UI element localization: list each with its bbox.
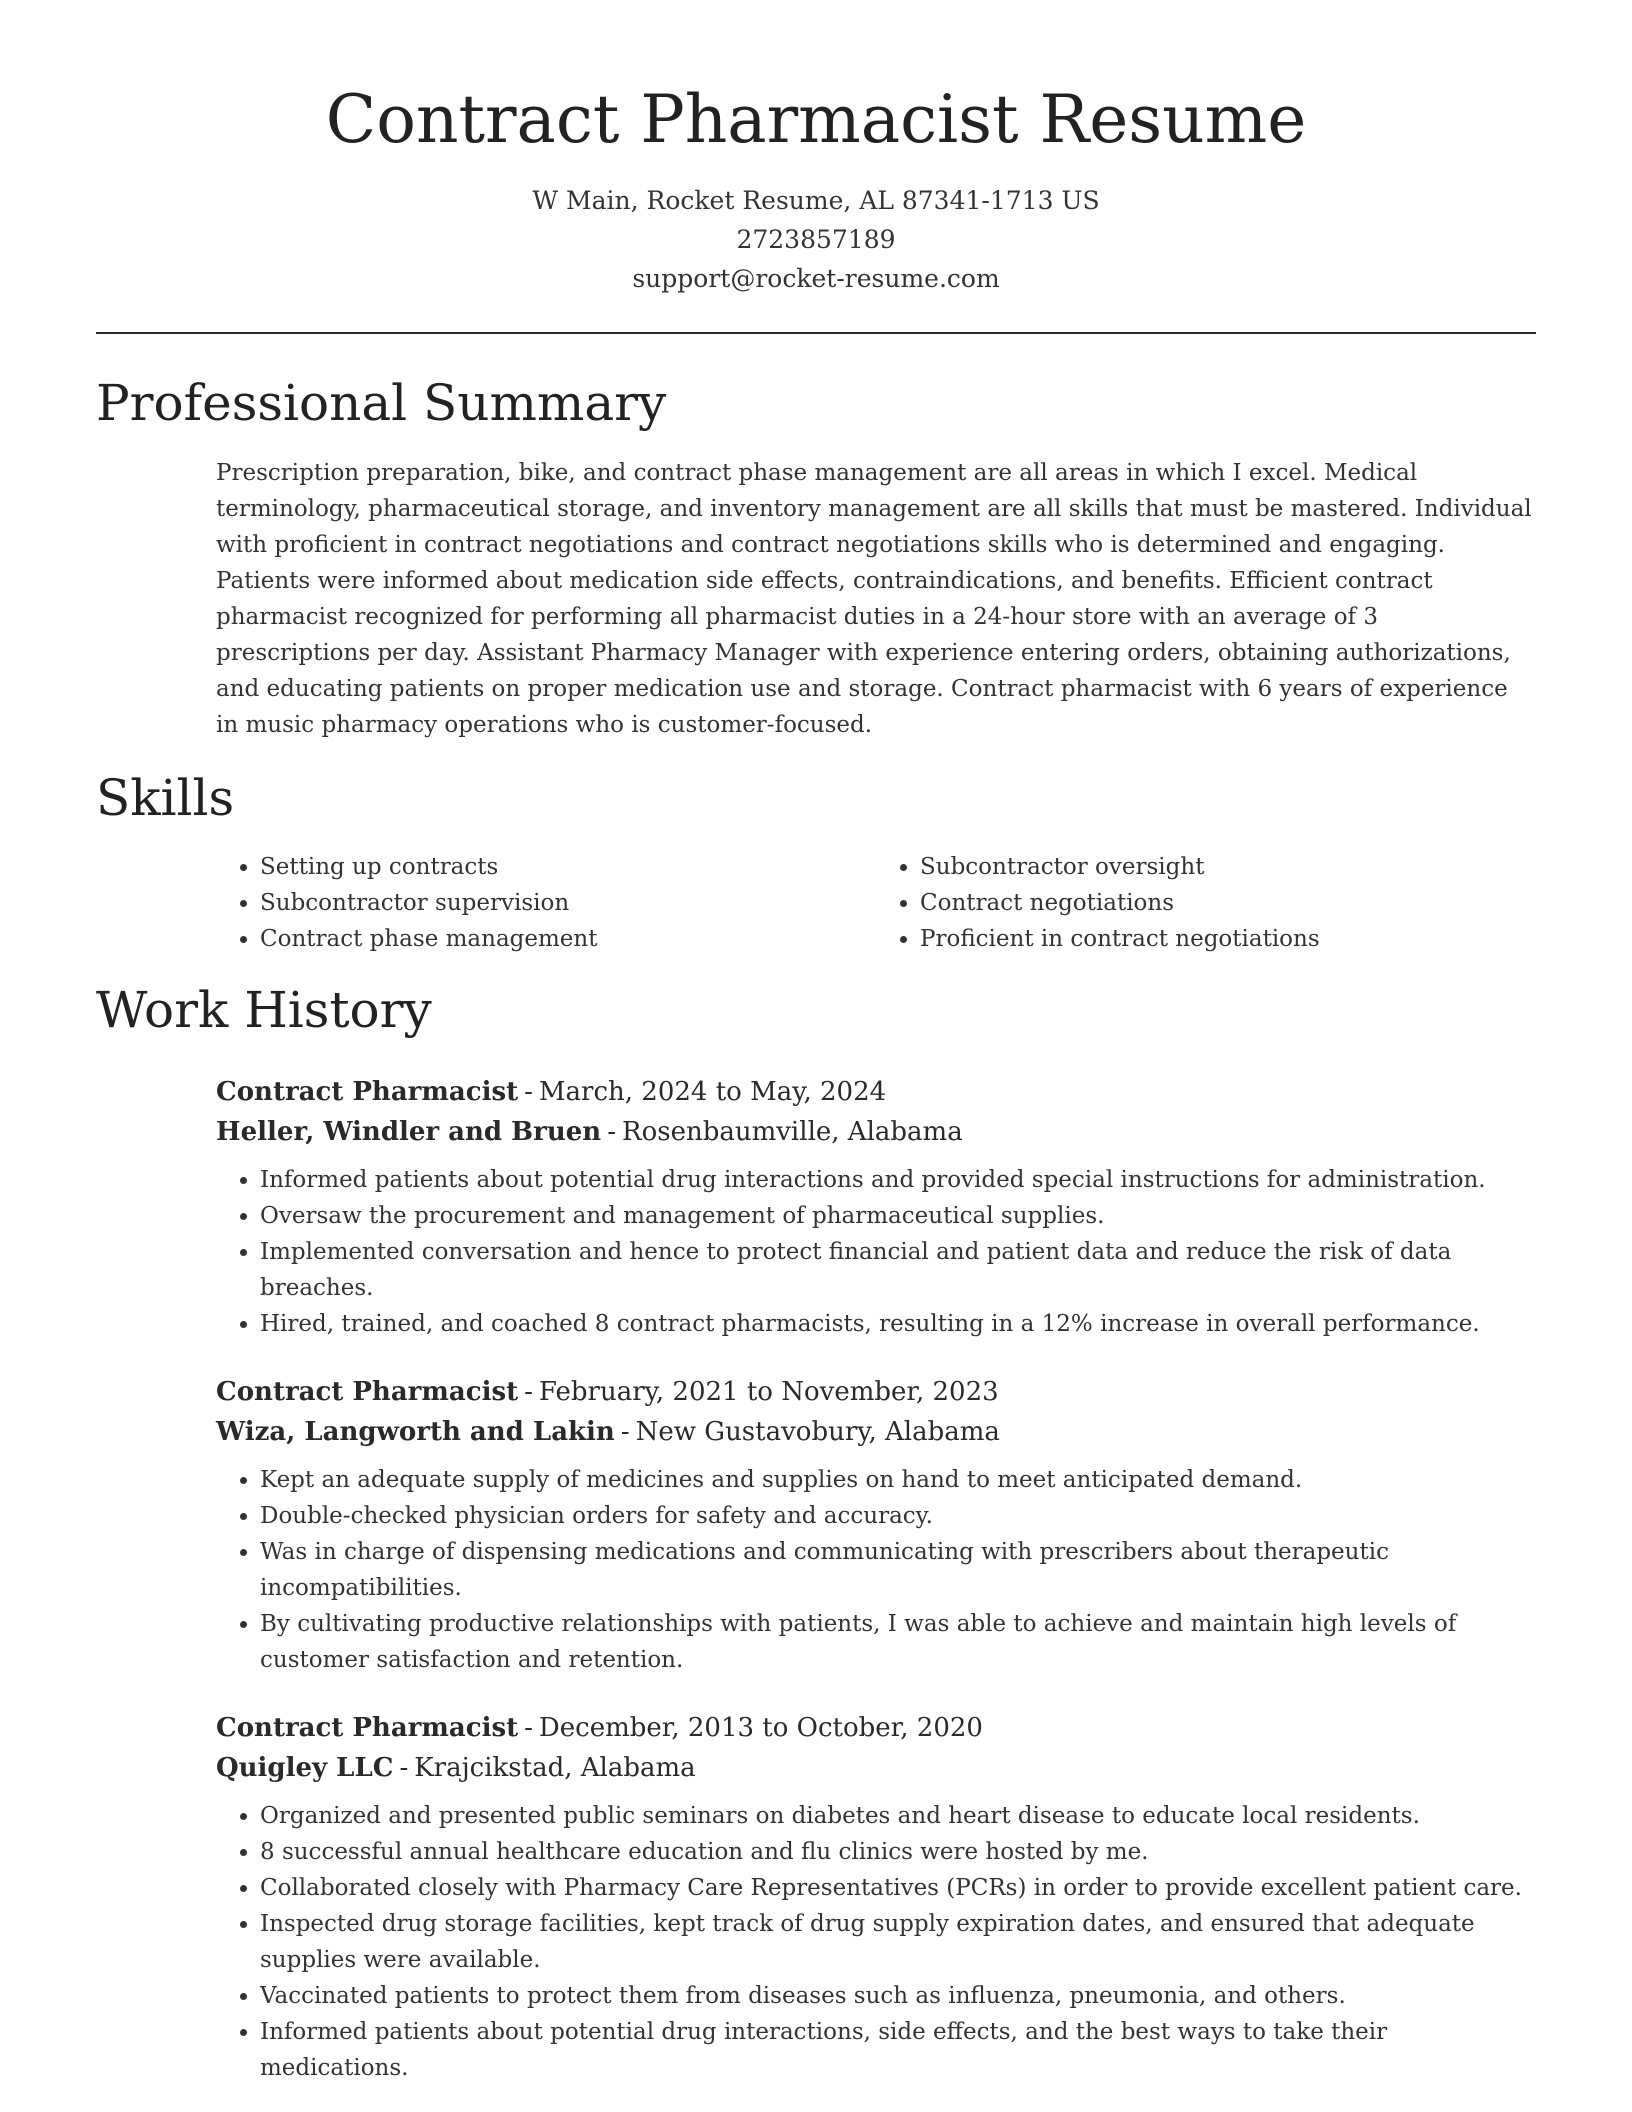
separator: -: [524, 1076, 533, 1107]
job-bullet: • Kept an adequate supply of medicines and supplies on hand to meet anticipated demand.: [260, 1462, 1536, 1498]
job-bullet: • Vaccinated patients to protect them from diseases such as influenza, pneumonia, and others.: [260, 1978, 1536, 2014]
job-company-line: [216, 1412, 1536, 1452]
skill-item: • Proficient in contract negotiations: [920, 921, 1536, 957]
job-bullet: • Organized and presented public seminars on diabetes and heart disease to educate local residents.: [260, 1798, 1536, 1834]
job-bullet: • Was in charge of dispensing medications and communicating with prescribers about therapeutic incompatibilities.: [260, 1534, 1536, 1606]
separator: -: [399, 1752, 409, 1783]
job-company: Quigley LLC: [216, 1752, 394, 1783]
job-entry: [216, 1072, 1536, 1342]
email-text: support@rocket-resume.com: [632, 264, 1000, 294]
header-divider: [96, 332, 1536, 334]
job-bullet: • Hired, trained, and coached 8 contract pharmacists, resulting in a 12% increase in overall performance.: [260, 1306, 1536, 1342]
job-company: Wiza, Langworth and Lakin: [216, 1416, 615, 1447]
skill-item: • Subcontractor supervision: [260, 885, 876, 921]
job-location: New Gustavobury, Alabama: [635, 1416, 1000, 1447]
separator: -: [524, 1376, 533, 1407]
contact-info: [96, 181, 1536, 298]
job-bullet: • Informed patients about potential drug interactions, side effects, and the best ways to take their medications.: [260, 2014, 1536, 2086]
summary-text: Prescription preparation, bike, and contract phase management are all areas in which I excel. Medical terminology, pharmaceutical storage, and inventory management are all skills that must be mastered. Individual with proficient in contract negotiations and contract negotiations skills who is determined and engaging. Patients were informed about medication side effects, contraindications, and benefits. Efficient contract pharmacist recognized for performing all pharmacist duties in a 24-hour store with an average of 3 prescriptions per day. Assistant Pharmacy Manager with experience entering orders, obtaining authorizations, and educating patients on proper medication use and storage. Contract pharmacist with 6 years of experience in music pharmacy operations who is customer-focused.: [216, 459, 1532, 738]
job-bullets: [216, 1798, 1536, 2086]
job-bullet: • Oversaw the procurement and management of pharmaceutical supplies.: [260, 1198, 1536, 1234]
job-bullet: • By cultivating productive relationships with patients, I was able to achieve and maintain high levels of customer satisfaction and retention.: [260, 1606, 1536, 1678]
job-entry: [216, 1708, 1536, 2086]
job-dates: March, 2024 to May, 2024: [538, 1076, 887, 1107]
summary-heading: Professional Summary: [96, 374, 667, 433]
skill-item: • Contract phase management: [260, 921, 876, 957]
job-bullet: • Collaborated closely with Pharmacy Care Representatives (PCRs) in order to provide excellent patient care.: [260, 1870, 1536, 1906]
job-title: Contract Pharmacist: [216, 1076, 519, 1107]
separator: -: [607, 1116, 616, 1147]
separator: -: [524, 1712, 533, 1743]
skills-column-right: [876, 849, 1536, 957]
job-title-line: [216, 1372, 1536, 1412]
job-location: Rosenbaumville, Alabama: [622, 1116, 963, 1147]
job-title: Contract Pharmacist: [216, 1376, 519, 1407]
address-text: W Main, Rocket Resume, AL 87341-1713 US: [532, 186, 1100, 216]
resume-title: Contract Pharmacist Resume: [325, 81, 1307, 158]
job-title-line: [216, 1072, 1536, 1112]
job-company-line: [216, 1112, 1536, 1152]
job-entry: [216, 1372, 1536, 1678]
job-dates: February, 2021 to November, 2023: [538, 1376, 999, 1407]
job-company-line: [216, 1748, 1536, 1788]
skill-item: • Contract negotiations: [920, 885, 1536, 921]
skills-list: [216, 849, 1536, 957]
job-company: Heller, Windler and Bruen: [216, 1116, 602, 1147]
skills-heading: Skills: [96, 768, 235, 827]
job-bullets: [216, 1462, 1536, 1678]
job-title-line: [216, 1708, 1536, 1748]
resume-header: [96, 80, 1536, 298]
work-history-heading: Work History: [96, 981, 432, 1040]
job-title: Contract Pharmacist: [216, 1712, 519, 1743]
skills-column-left: [216, 849, 876, 957]
skill-item: • Setting up contracts: [260, 849, 876, 885]
job-location: Krajcikstad, Alabama: [414, 1752, 696, 1783]
skill-item: • Subcontractor oversight: [920, 849, 1536, 885]
job-bullet: • Inspected drug storage facilities, kept track of drug supply expiration dates, and ensured that adequate supplies were available.: [260, 1906, 1536, 1978]
job-bullet: • Implemented conversation and hence to protect financial and patient data and reduce the risk of data breaches.: [260, 1234, 1536, 1306]
separator: -: [620, 1416, 630, 1447]
job-bullet: • Informed patients about potential drug interactions and provided special instructions for administration.: [260, 1162, 1536, 1198]
phone-text: 2723857189: [736, 225, 896, 255]
job-dates: December, 2013 to October, 2020: [538, 1712, 983, 1743]
job-bullet: • 8 successful annual healthcare education and flu clinics were hosted by me.: [260, 1834, 1536, 1870]
job-bullets: [216, 1162, 1536, 1342]
job-bullet: • Double-checked physician orders for safety and accuracy.: [260, 1498, 1536, 1534]
